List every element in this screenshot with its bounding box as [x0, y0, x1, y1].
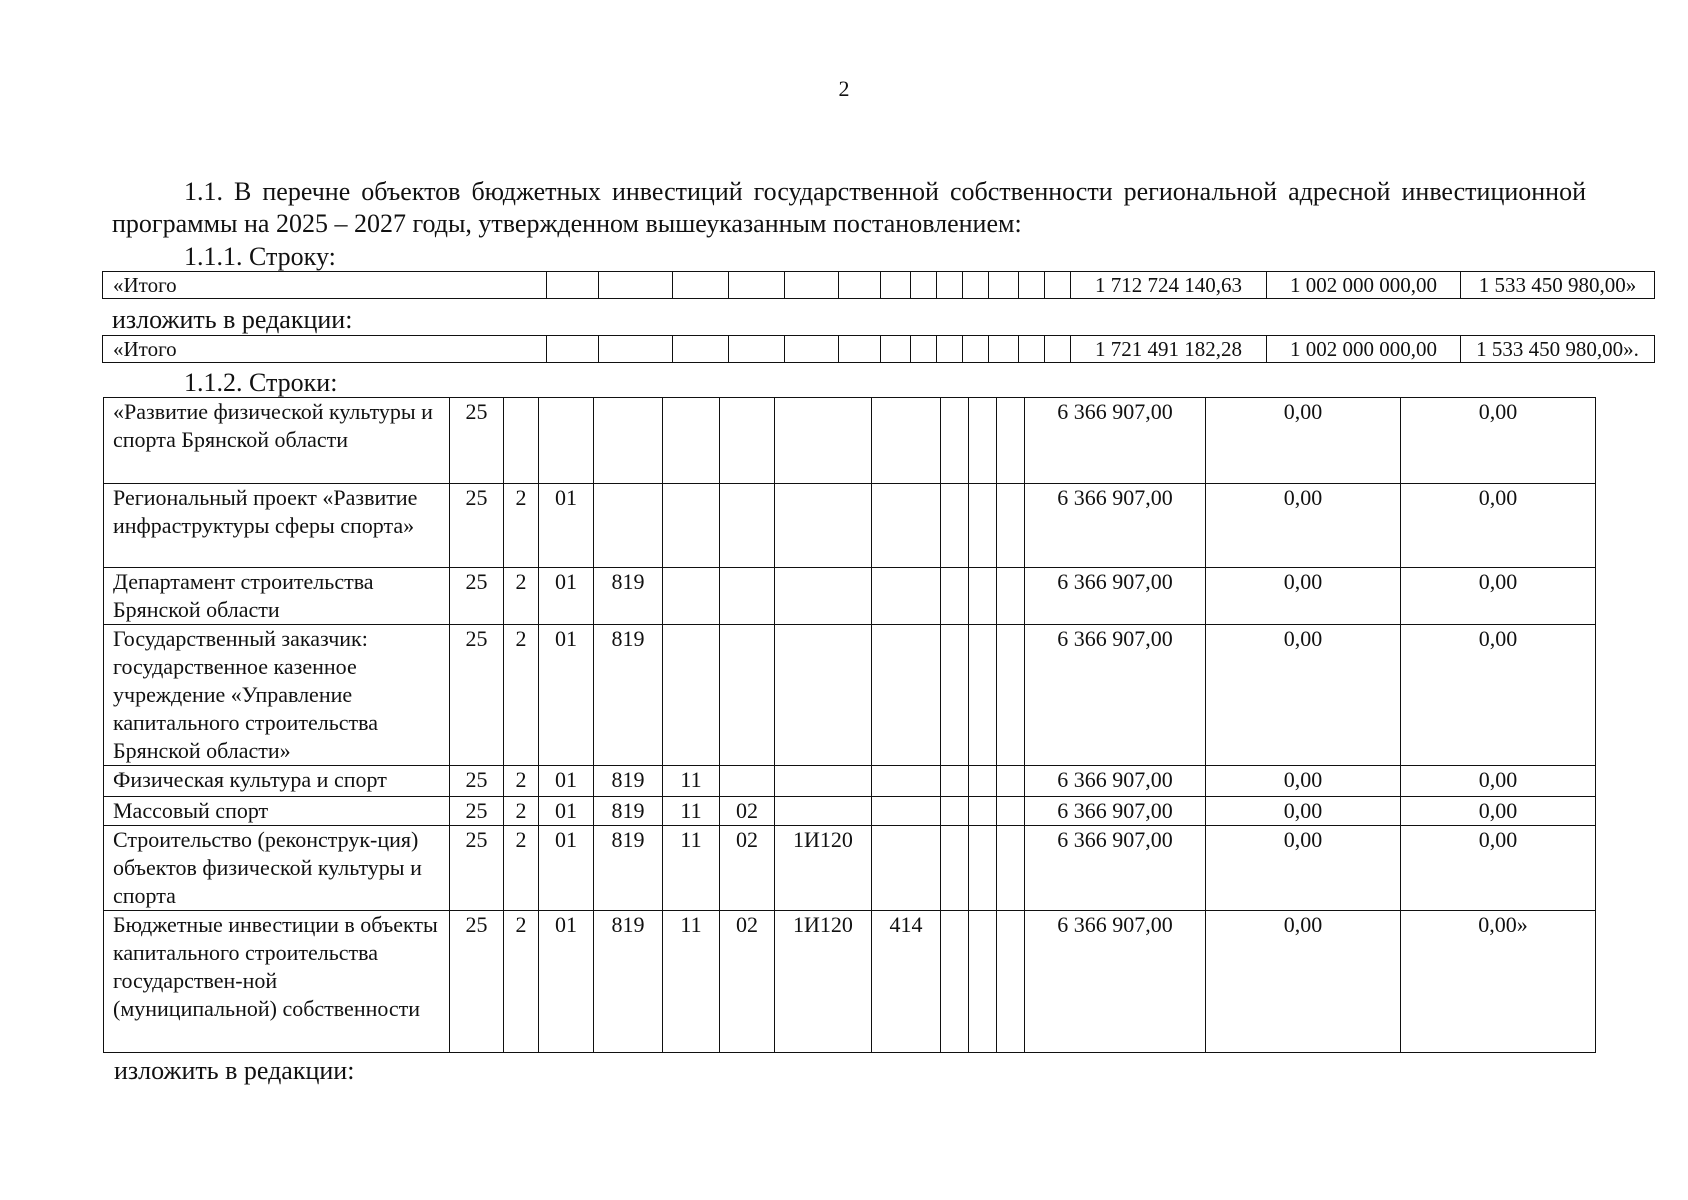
row-code-om: 01	[539, 766, 594, 797]
row-code-rz	[663, 625, 720, 766]
row-amount-1: 6 366 907,00	[1025, 797, 1206, 826]
row-amount-3: 0,00	[1401, 625, 1596, 766]
total-old-row	[103, 272, 1655, 299]
total-new-row	[103, 336, 1655, 363]
row-amount-2: 0,00	[1206, 766, 1401, 797]
row-code-csr	[775, 568, 872, 625]
table-row	[104, 484, 1596, 568]
row-amount-3: 0,00	[1401, 797, 1596, 826]
row-code-pr	[720, 398, 775, 484]
empty-cell	[729, 272, 785, 299]
row-code-vr	[872, 826, 941, 911]
in-edition-label-1: изложить в редакции:	[112, 305, 353, 334]
empty-cell	[1045, 336, 1071, 363]
row-code-csr: 1И120	[775, 911, 872, 1053]
row-code-pr	[720, 766, 775, 797]
total-old-name: «Итого	[103, 272, 547, 299]
row-code-pp: 2	[504, 797, 539, 826]
row-name: Государственный заказчик: государственное казенное учреждение «Управление капитального строительства Брянской области»	[104, 625, 450, 766]
empty-cell	[997, 766, 1025, 797]
empty-cell	[785, 336, 839, 363]
total-old-amount-1: 1 712 724 140,63	[1071, 272, 1267, 299]
row-amount-3: 0,00	[1401, 398, 1596, 484]
section-1-1-2-label: 1.1.2. Строки:	[184, 368, 338, 397]
row-amount-2: 0,00	[1206, 625, 1401, 766]
empty-cell	[1045, 272, 1071, 299]
row-code-rz	[663, 484, 720, 568]
row-code-pp: 2	[504, 625, 539, 766]
section-1-1-1-label: 1.1.1. Строку:	[184, 242, 336, 271]
row-code-om: 01	[539, 911, 594, 1053]
empty-cell	[673, 336, 729, 363]
row-code-grbs: 819	[594, 766, 663, 797]
row-code-csr	[775, 766, 872, 797]
row-amount-2: 0,00	[1206, 911, 1401, 1053]
row-code-gp: 25	[450, 766, 504, 797]
empty-cell	[1019, 272, 1045, 299]
total-old-table	[102, 271, 1655, 299]
empty-cell	[997, 625, 1025, 766]
row-code-pp: 2	[504, 766, 539, 797]
row-amount-2: 0,00	[1206, 826, 1401, 911]
row-code-gp: 25	[450, 568, 504, 625]
table-row	[104, 797, 1596, 826]
row-code-vr	[872, 484, 941, 568]
total-new-amount-2: 1 002 000 000,00	[1267, 336, 1461, 363]
total-old-amount-3: 1 533 450 980,00»	[1461, 272, 1655, 299]
row-name: «Развитие физической культуры и спорта Брянской области	[104, 398, 450, 484]
row-code-gp: 25	[450, 625, 504, 766]
row-amount-3: 0,00	[1401, 826, 1596, 911]
empty-cell	[941, 568, 969, 625]
empty-cell	[969, 826, 997, 911]
row-code-pr	[720, 484, 775, 568]
empty-cell	[997, 826, 1025, 911]
table-row	[104, 766, 1596, 797]
row-code-rz: 11	[663, 826, 720, 911]
empty-cell	[997, 484, 1025, 568]
row-code-csr	[775, 625, 872, 766]
row-code-rz: 11	[663, 797, 720, 826]
empty-cell	[963, 336, 989, 363]
intro-paragraph	[112, 176, 1586, 240]
row-code-rz: 11	[663, 766, 720, 797]
row-name: Бюджетные инвестиции в объекты капитального строительства государствен-ной (муниципальной) собственности	[104, 911, 450, 1053]
row-name: Строительство (реконструк-ция) объектов физической культуры и спорта	[104, 826, 450, 911]
empty-cell	[969, 484, 997, 568]
total-new-amount-1: 1 721 491 182,28	[1071, 336, 1267, 363]
row-amount-1: 6 366 907,00	[1025, 625, 1206, 766]
empty-cell	[969, 568, 997, 625]
row-code-om	[539, 398, 594, 484]
row-code-rz	[663, 398, 720, 484]
row-code-vr	[872, 766, 941, 797]
row-code-pr: 02	[720, 826, 775, 911]
row-amount-3: 0,00	[1401, 766, 1596, 797]
row-code-vr: 414	[872, 911, 941, 1053]
empty-cell	[941, 766, 969, 797]
empty-cell	[989, 272, 1019, 299]
row-code-gp: 25	[450, 484, 504, 568]
empty-cell	[963, 272, 989, 299]
row-amount-1: 6 366 907,00	[1025, 911, 1206, 1053]
total-new-table	[102, 335, 1655, 363]
empty-cell	[547, 336, 599, 363]
row-code-om: 01	[539, 625, 594, 766]
row-code-om: 01	[539, 797, 594, 826]
row-amount-1: 6 366 907,00	[1025, 484, 1206, 568]
row-code-csr	[775, 484, 872, 568]
row-amount-3: 0,00	[1401, 568, 1596, 625]
row-code-rz	[663, 568, 720, 625]
row-code-pr	[720, 568, 775, 625]
empty-cell	[911, 336, 937, 363]
row-amount-3: 0,00	[1401, 484, 1596, 568]
row-code-vr	[872, 398, 941, 484]
row-amount-1: 6 366 907,00	[1025, 766, 1206, 797]
row-code-vr	[872, 797, 941, 826]
empty-cell	[969, 911, 997, 1053]
empty-cell	[969, 797, 997, 826]
empty-cell	[673, 272, 729, 299]
row-amount-2: 0,00	[1206, 568, 1401, 625]
empty-cell	[729, 336, 785, 363]
row-code-grbs: 819	[594, 797, 663, 826]
empty-cell	[941, 398, 969, 484]
row-code-grbs: 819	[594, 568, 663, 625]
row-code-grbs: 819	[594, 911, 663, 1053]
empty-cell	[941, 797, 969, 826]
row-code-gp: 25	[450, 398, 504, 484]
empty-cell	[997, 797, 1025, 826]
empty-cell	[911, 272, 937, 299]
empty-cell	[941, 484, 969, 568]
empty-cell	[599, 272, 673, 299]
empty-cell	[941, 911, 969, 1053]
row-code-csr: 1И120	[775, 826, 872, 911]
row-code-gp: 25	[450, 797, 504, 826]
empty-cell	[969, 625, 997, 766]
row-code-pp	[504, 398, 539, 484]
row-code-rz: 11	[663, 911, 720, 1053]
table-row	[104, 568, 1596, 625]
row-code-vr	[872, 625, 941, 766]
row-code-pr: 02	[720, 797, 775, 826]
row-code-pr: 02	[720, 911, 775, 1053]
empty-cell	[997, 911, 1025, 1053]
empty-cell	[941, 625, 969, 766]
empty-cell	[989, 336, 1019, 363]
empty-cell	[969, 398, 997, 484]
empty-cell	[881, 336, 911, 363]
total-old-amount-2: 1 002 000 000,00	[1267, 272, 1461, 299]
row-amount-1: 6 366 907,00	[1025, 398, 1206, 484]
row-code-om: 01	[539, 484, 594, 568]
empty-cell	[839, 272, 881, 299]
row-code-gp: 25	[450, 826, 504, 911]
row-code-pp: 2	[504, 484, 539, 568]
empty-cell	[599, 336, 673, 363]
intro-text-part2: инвестиционной программы на 2025 – 2027 годы, утвержденном вышеуказанным постановлением:	[112, 177, 1587, 238]
row-amount-1: 6 366 907,00	[1025, 568, 1206, 625]
empty-cell	[547, 272, 599, 299]
row-name: Массовый спорт	[104, 797, 450, 826]
page-number: 2	[838, 76, 850, 101]
row-code-pp: 2	[504, 568, 539, 625]
empty-cell	[881, 272, 911, 299]
row-code-vr	[872, 568, 941, 625]
row-code-grbs	[594, 398, 663, 484]
table-row	[104, 911, 1596, 1053]
total-new-amount-3: 1 533 450 980,00».	[1461, 336, 1655, 363]
empty-cell	[937, 272, 963, 299]
empty-cell	[997, 398, 1025, 484]
empty-cell	[937, 336, 963, 363]
empty-cell	[941, 826, 969, 911]
row-amount-2: 0,00	[1206, 797, 1401, 826]
intro-text-part1: 1.1. В перечне объектов бюджетных инвестиций государственной собственности региональной адресной	[184, 177, 1391, 206]
row-name: Физическая культура и спорт	[104, 766, 450, 797]
row-code-gp: 25	[450, 911, 504, 1053]
empty-cell	[997, 568, 1025, 625]
empty-cell	[1019, 336, 1045, 363]
row-code-om: 01	[539, 568, 594, 625]
row-code-pp: 2	[504, 911, 539, 1053]
row-code-grbs	[594, 484, 663, 568]
empty-cell	[785, 272, 839, 299]
row-name: Региональный проект «Развитие инфраструктуры сферы спорта»	[104, 484, 450, 568]
table-row	[104, 625, 1596, 766]
table-row	[104, 398, 1596, 484]
row-amount-2: 0,00	[1206, 484, 1401, 568]
row-code-csr	[775, 797, 872, 826]
row-code-pp: 2	[504, 826, 539, 911]
row-code-pr	[720, 625, 775, 766]
rows-table	[103, 397, 1596, 1053]
row-amount-3: 0,00»	[1401, 911, 1596, 1053]
row-code-csr	[775, 398, 872, 484]
row-name: Департамент строительства Брянской области	[104, 568, 450, 625]
row-code-om: 01	[539, 826, 594, 911]
total-new-name: «Итого	[103, 336, 547, 363]
empty-cell	[839, 336, 881, 363]
row-code-grbs: 819	[594, 625, 663, 766]
row-amount-1: 6 366 907,00	[1025, 826, 1206, 911]
row-code-grbs: 819	[594, 826, 663, 911]
empty-cell	[969, 766, 997, 797]
table-row	[104, 826, 1596, 911]
row-amount-2: 0,00	[1206, 398, 1401, 484]
in-edition-label-2: изложить в редакции:	[114, 1056, 355, 1085]
